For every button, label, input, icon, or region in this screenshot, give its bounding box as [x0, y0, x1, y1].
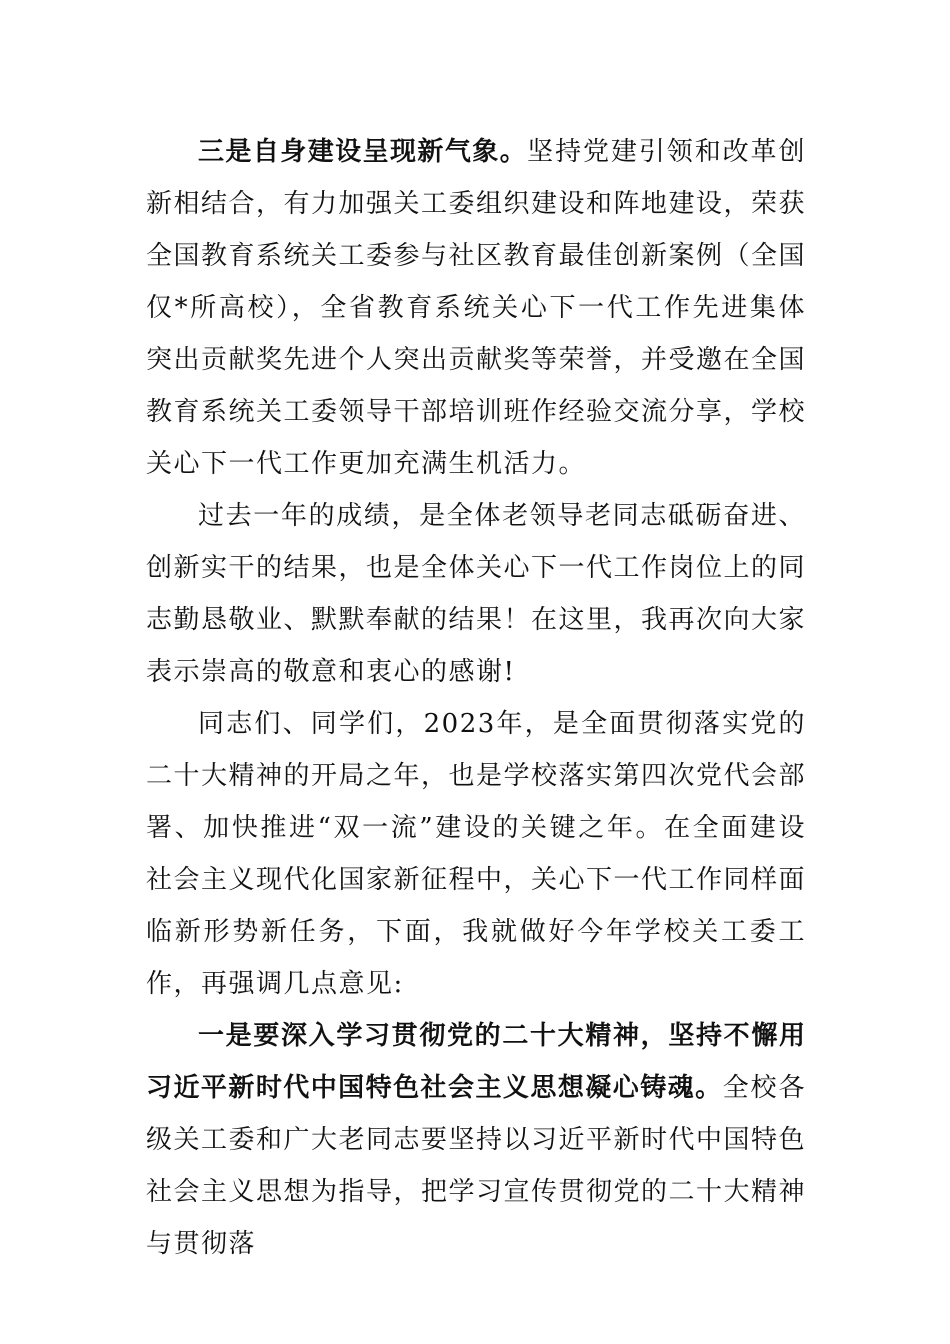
- paragraph-lead: 三是自身建设呈现新气象。: [198, 137, 528, 167]
- paragraph-text: 坚持党建引领和改革创新相结合，有力加强关工委组织建设和阵地建设，荣获全国教育系统关工委参与社区教育最佳创新案例（全国仅*所高校），全省教育系统关心下一代工作先进集体突出贡献奖先进个人突出贡献奖等荣誉，并受邀在全国教育系统关工委领导干部培训班作经验交流分享，学校关心下一代工作更加充满生机活力。: [146, 137, 807, 479]
- paragraph-text: 全校各级关工委和广大老同志要坚持以习近平新时代中国特色社会主义思想为指导，把学习宣传贯彻党的二十大精神与贯彻落: [146, 1073, 807, 1259]
- paragraph-achievements: [146, 490, 806, 698]
- paragraph-text: 过去一年的成绩，是全体老领导老同志砥砺奋进、创新实干的结果，也是全体关心下一代工作岗位上的同志勤恳敬业、默默奉献的结果！在这里，我再次向大家表示崇高的敬意和衷心的感谢!: [146, 501, 807, 687]
- document-body: [146, 126, 806, 1270]
- paragraph-lead: 一是要深入学习贯彻党的二十大精神，坚持不懈用习近平新时代中国特色社会主义思想凝心铸魂。: [146, 1021, 806, 1103]
- paragraph-self-construction: [146, 126, 806, 490]
- paragraph-comrades: [146, 698, 806, 1010]
- paragraph-study-spirit: [146, 1010, 806, 1270]
- paragraph-text: 同志们、同学们，2023年，是全面贯彻落实党的二十大精神的开局之年，也是学校落实第四次党代会部署、加快推进“双一流”建设的关键之年。在全面建设社会主义现代化国家新征程中，关心下一代工作同样面临新形势新任务，下面，我就做好今年学校关工委工作，再强调几点意见:: [146, 709, 807, 999]
